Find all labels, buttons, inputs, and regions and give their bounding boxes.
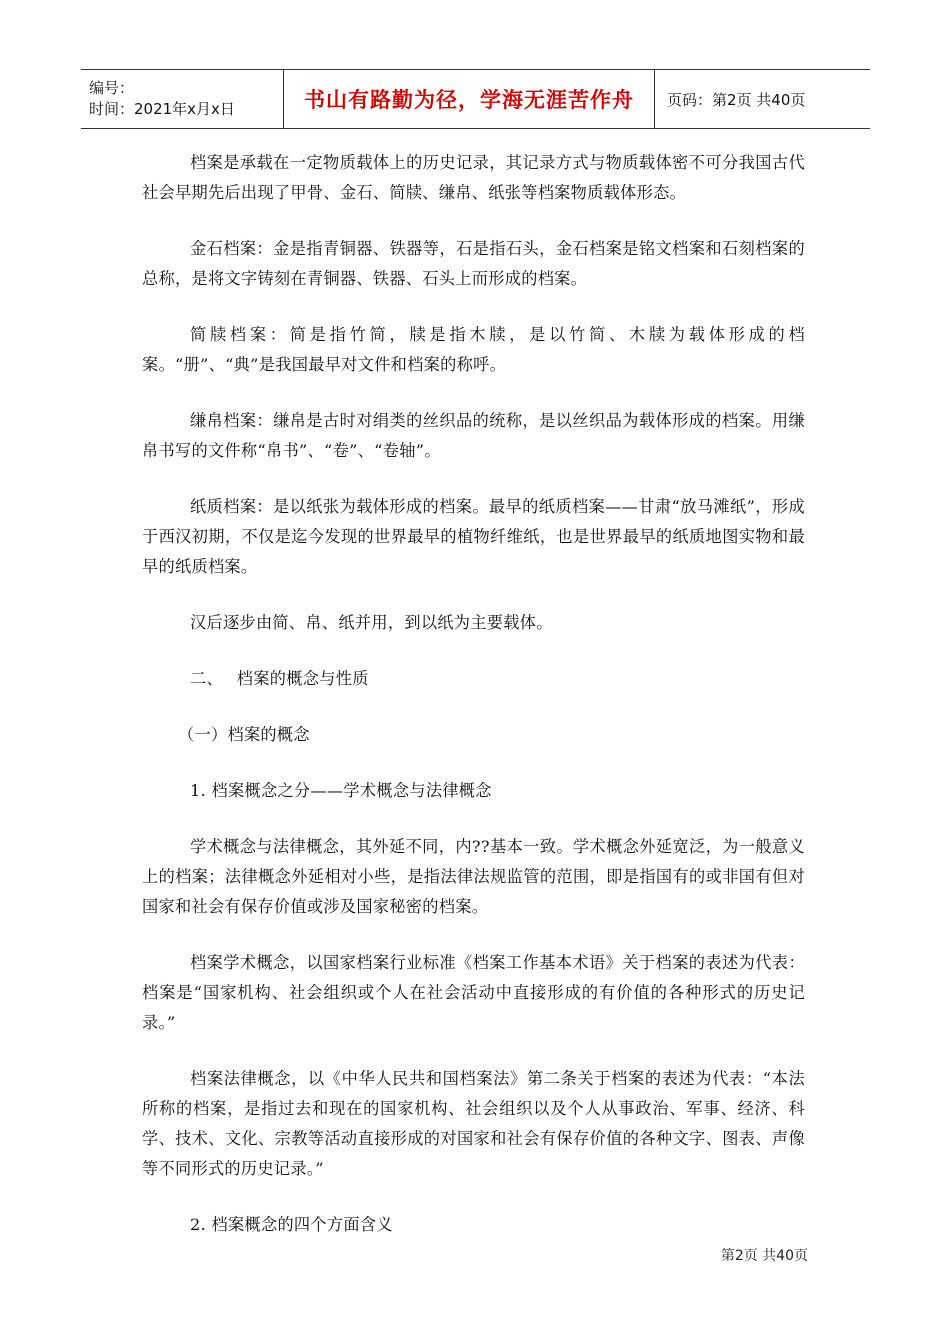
document-number-label: 编号： (89, 79, 135, 97)
page-footer (721, 1245, 808, 1265)
page-header (81, 69, 870, 129)
paragraph: 档案法律概念，以《中华人民共和国档案法》第二条关于档案的表述为代表：“本法所称的档案，是指过去和现在的国家机构、社会组织以及个人从事政治、军事、经济、科学、技术、文化、宗教等活动直接形成的对国家和社会有保存价值的各种文字、图表、声像等不同形式的历史记录。” (142, 1069, 805, 1178)
header-page-cell (655, 70, 870, 128)
footer-page-number: 第2页 共40页 (720, 1248, 808, 1264)
subsection-heading: （一）档案的概念 (178, 725, 310, 744)
section-heading: 二、 档案的概念与性质 (190, 669, 369, 688)
paragraph: 金石档案：金是指青铜器、铁器等，石是指石头，金石档案是铭文档案和石刻档案的总称，是将文字铸刻在青铜器、铁器、石头上而形成的档案。 (142, 239, 805, 288)
paragraph: 汉后逐步由简、帛、纸并用，到以纸为主要载体。 (190, 613, 553, 632)
paragraph: 学术概念与法律概念，其外延不同，内??基本一致。学术概念外延宽泛，为一般意义上的档案；法律概念外延相对小些，是指法律法规监管的范围，即是指国有的或非国有但对国家和社会有保存价值或涉及国家秘密的档案。 (142, 837, 805, 916)
paragraph: 纸质档案：是以纸张为载体形成的档案。最早的纸质档案——甘肃“放马滩纸”，形成于西汉初期，不仅是迄今发现的世界最早的植物纤维纸，也是世界最早的纸质地图实物和最早的纸质档案。 (142, 497, 805, 576)
numbered-heading: 1. 档案概念之分——学术概念与法律概念 (190, 781, 492, 800)
motto: 书山有路勤为径，学海无涯苦作舟 (304, 88, 634, 112)
paragraph: 档案是承载在一定物质载体上的历史记录，其记录方式与物质载体密不可分我国古代社会早期先后出现了甲骨、金石、简牍、缣帛、纸张等档案物质载体形态。 (142, 153, 805, 202)
header-motto-cell (283, 70, 655, 128)
paragraph: 档案学术概念，以国家档案行业标准《档案工作基本术语》关于档案的表述为代表：档案是“国家机构、社会组织或个人在社会活动中直接形成的有价值的各种形式的历史记录。” (142, 953, 805, 1032)
header-meta (81, 70, 283, 128)
document-body (142, 148, 805, 1266)
paragraph: 缣帛档案：缣帛是古时对绢类的丝织品的统称，是以丝织品为载体形成的档案。用缣帛书写的文件称“帛书”、“卷”、“卷轴”。 (142, 411, 805, 460)
header-page-number: 页码：第2页 共40页 (667, 90, 806, 109)
numbered-heading: 2. 档案概念的四个方面含义 (190, 1215, 393, 1234)
paragraph: 简牍档案：简是指竹简，牍是指木牍，是以竹简、木牍为载体形成的档案。“册”、“典”是我国最早对文件和档案的称呼。 (142, 325, 805, 374)
document-date: 时间：2021年x月x日 (89, 100, 235, 118)
